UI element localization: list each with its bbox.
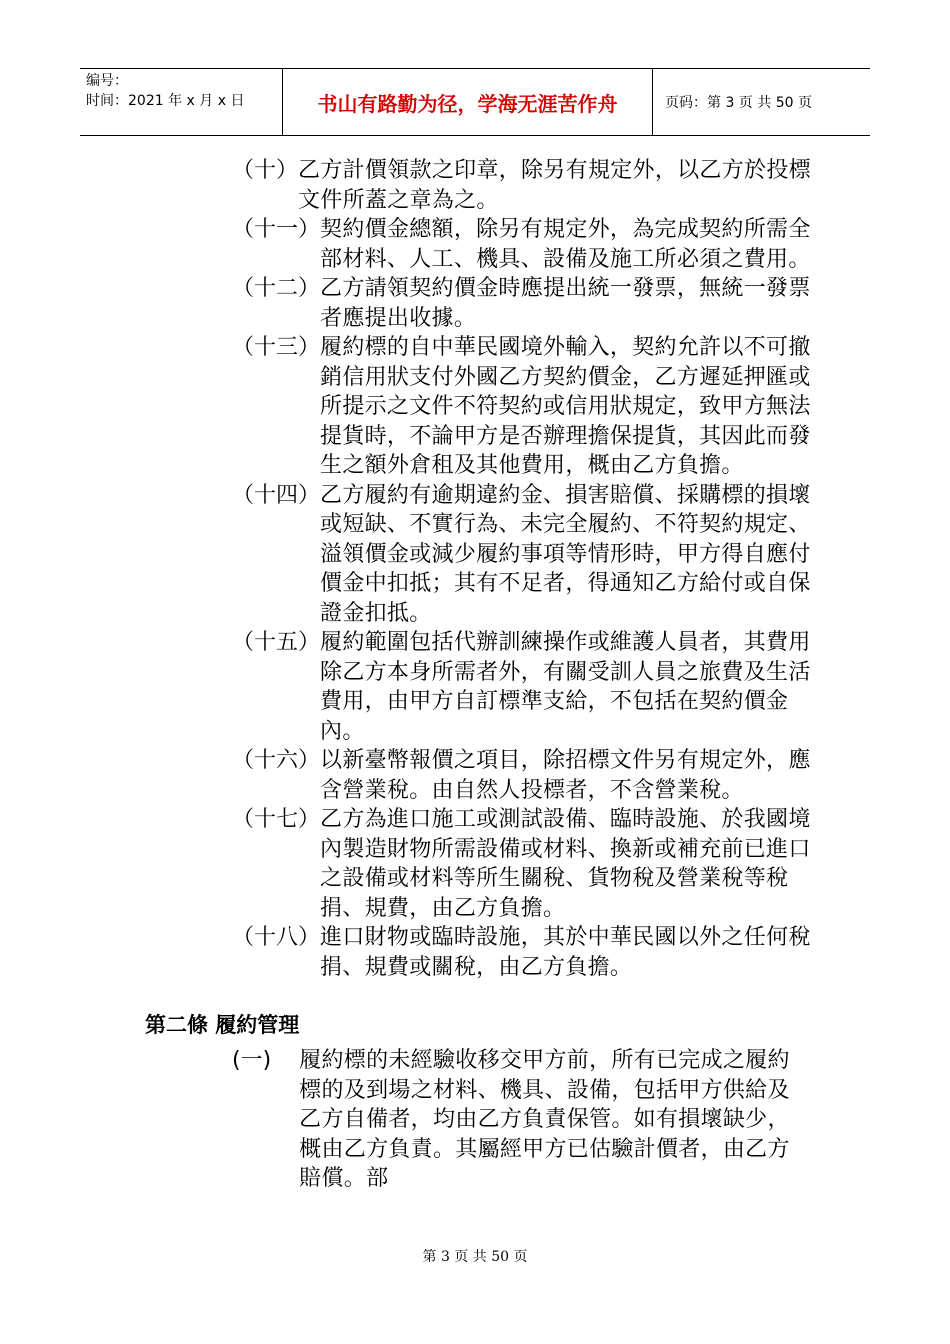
- clause-text: 乙方計價領款之印章，除另有規定外，以乙方於投標文件所蓋之章為之。: [298, 158, 811, 213]
- header-meta: [80, 69, 283, 135]
- clause-item: [232, 156, 812, 215]
- clause-number: （十七）: [232, 807, 321, 832]
- clause-number: （十八）: [232, 925, 321, 950]
- clause-text: 乙方履約有逾期違約金、損害賠償、採購標的損壞或短缺、不實行為、未完全履約、不符契約規定、溢領價金或減少履約事項等情形時，甲方得自應付價金中扣抵；其有不足者，得通知乙方給付或自保證金扣抵。: [320, 482, 811, 626]
- clause-number: （十）: [232, 158, 299, 183]
- clause-text: 以新臺幣報價之項目，除招標文件另有規定外，應含營業稅。由自然人投標者，不含營業稅。: [320, 748, 811, 803]
- clause-text: 履約範圍包括代辦訓練操作或維護人員者，其費用除乙方本身所需者外，有關受訓人員之旅費及生活費用，由甲方自訂標準支給，不包括在契約價金內。: [320, 630, 811, 744]
- clause-number: （十四）: [232, 482, 321, 508]
- date-label: 时间：2021 年 x 月 x 日: [86, 93, 245, 109]
- clause-number: （十一）: [232, 217, 321, 242]
- clause-item: [232, 274, 812, 333]
- clause-item: [232, 628, 812, 746]
- document-body: [0, 156, 950, 1194]
- clause-item: [232, 333, 812, 481]
- clause-text: 乙方為進口施工或測試設備、臨時設施、於我國境內製造財物所需設備或材料、換新或補充前已進口之設備或材料等所生關稅、貨物稅及營業稅等稅捐、規費，由乙方負擔。: [320, 807, 811, 921]
- clause-item: [232, 215, 812, 274]
- header-page-info: 页码：第 3 页 共 50 页: [665, 95, 812, 111]
- clause-item: [232, 481, 812, 629]
- clause-number: （十六）: [232, 748, 321, 773]
- clause-item: [232, 746, 812, 805]
- clause-item: [232, 923, 812, 982]
- clause-item: [232, 1046, 812, 1194]
- clause-number: （十五）: [232, 630, 321, 655]
- clause-text: 契約價金總額，除另有規定外，為完成契約所需全部材料、人工、機具、設備及施工所必須之費用。: [320, 217, 811, 272]
- clause-text: 乙方請領契約價金時應提出統一發票，無統一發票者應提出收據。: [320, 276, 811, 331]
- clause-text: 履約標的未經驗收移交甲方前，所有已完成之履約標的及到場之材料、機具、設備，包括甲方供給及乙方自備者，均由乙方負責保管。如有損壞缺少，概由乙方負責。其屬經甲方已估驗計價者，由乙方賠償。部: [299, 1048, 790, 1191]
- number-label: 编号：: [86, 73, 128, 89]
- clause-number: (一): [232, 1048, 272, 1073]
- header-motto: 书山有路勤为径，学海无涯苦作舟: [283, 69, 653, 135]
- section-heading: 第二條 履約管理: [145, 1013, 300, 1037]
- clause-item: [232, 805, 812, 923]
- clause-number: （十三）: [232, 335, 321, 360]
- page-footer: 第 3 页 共 50 页: [422, 1249, 528, 1265]
- clause-text: 履約標的自中華民國境外輸入，契約允許以不可撤銷信用狀支付外國乙方契約價金，乙方遲延押匯或所提示之文件不符契約或信用狀規定，致甲方無法提貨時，不論甲方是否辦理擔保提貨，其因此而發生之額外倉租及其他費用，概由乙方負擔。: [320, 335, 811, 478]
- clause-number: （十二）: [232, 276, 321, 301]
- clause-text: 進口財物或臨時設施，其於中華民國以外之任何稅捐、規費或關稅，由乙方負擔。: [320, 925, 811, 980]
- page-header: [80, 68, 870, 136]
